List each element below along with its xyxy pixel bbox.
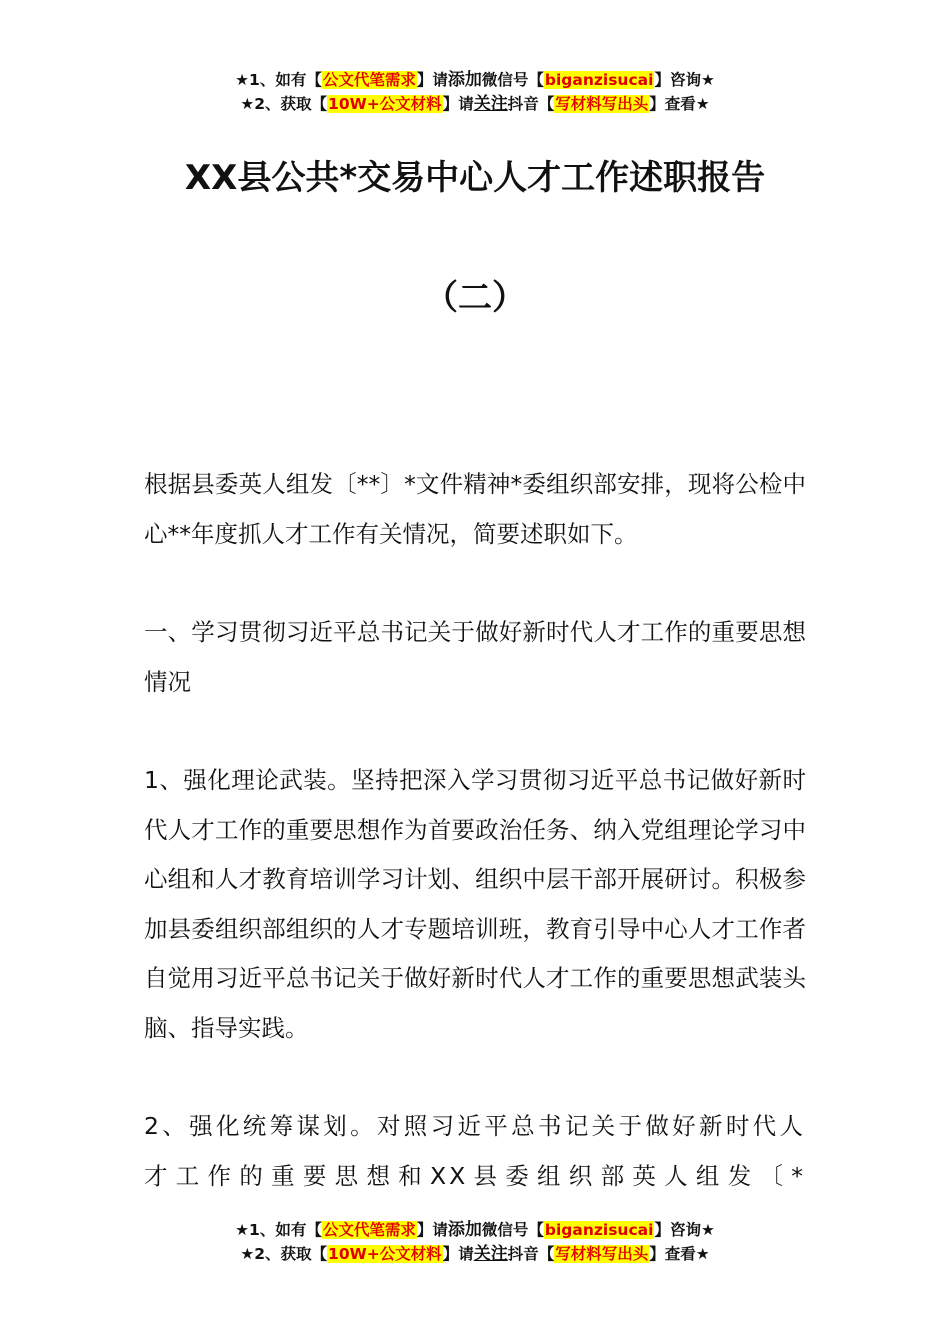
promo-text: 】咨询★ [654, 1221, 715, 1239]
promo-text: 】请 [442, 95, 474, 113]
promo-text: ★1、如有【 [235, 71, 322, 89]
promo-emphasis: 添加 [447, 70, 482, 90]
promo-banner-top [0, 68, 950, 116]
promo-line-1 [0, 1218, 950, 1242]
document-body [144, 460, 806, 1201]
paragraph-item-1: 1、强化理论武装。坚持把深入学习贯彻习近平总书记做好新时代人才工作的重要思想作为首要政治任务、纳入党组理论学习中心组和人才教育培训学习计划、组织中层干部开展研讨。积极参加县委组织部组织的人才专题培训班，教育引导中心人才工作者自觉用习近平总书记关于做好新时代人才工作的重要思想武装头脑、指导实践。 [144, 766, 806, 1042]
promo-line-1 [0, 68, 950, 92]
promo-douyin-id: 写材料写出头 [555, 95, 649, 113]
document-title: XX县公共*交易中心人才工作述职报告 [184, 158, 766, 198]
promo-emphasis: 添加 [447, 1220, 482, 1240]
promo-text: 】查看★ [649, 95, 710, 113]
paragraph-intro: 根据县委英人组发〔**〕*文件精神*委组织部安排，现将公检中心**年度抓人才工作有关情况，简要述职如下。 [144, 470, 806, 548]
promo-text: 】请 [416, 1221, 448, 1239]
promo-text: 】请 [416, 71, 448, 89]
promo-text: ★2、获取【 [240, 95, 328, 113]
promo-text: 】请 [442, 1245, 474, 1263]
promo-banner-bottom [0, 1218, 950, 1266]
promo-wechat-id: biganzisucai [544, 1221, 654, 1239]
promo-text: 抖音【 [507, 1245, 555, 1263]
promo-text: 抖音【 [507, 95, 555, 113]
promo-text: 】咨询★ [654, 71, 715, 89]
promo-text: 】查看★ [649, 1245, 710, 1263]
promo-text: ★2、获取【 [240, 1245, 328, 1263]
promo-highlight: 公文代笔需求 [322, 1221, 416, 1239]
section-heading: 一、学习贯彻习近平总书记关于做好新时代人才工作的重要思想情况 [144, 618, 806, 696]
promo-line-2 [0, 92, 950, 116]
document-subtitle: （二） [424, 278, 526, 318]
promo-line-2 [0, 1242, 950, 1266]
promo-highlight: 10W+公文材料 [328, 1245, 442, 1263]
promo-text: ★1、如有【 [235, 1221, 322, 1239]
promo-emphasis: 关注 [473, 94, 508, 114]
promo-emphasis: 关注 [473, 1244, 508, 1264]
promo-highlight: 公文代笔需求 [322, 71, 416, 89]
paragraph-item-2: 2、强化统筹谋划。对照习近平总书记关于做好新时代人才工作的重要思想和XX县委组织部英人组发〔* [144, 1112, 806, 1190]
promo-wechat-id: biganzisucai [544, 71, 654, 89]
promo-douyin-id: 写材料写出头 [555, 1245, 649, 1263]
promo-text: 微信号【 [481, 71, 544, 89]
promo-text: 微信号【 [481, 1221, 544, 1239]
promo-highlight: 10W+公文材料 [328, 95, 442, 113]
